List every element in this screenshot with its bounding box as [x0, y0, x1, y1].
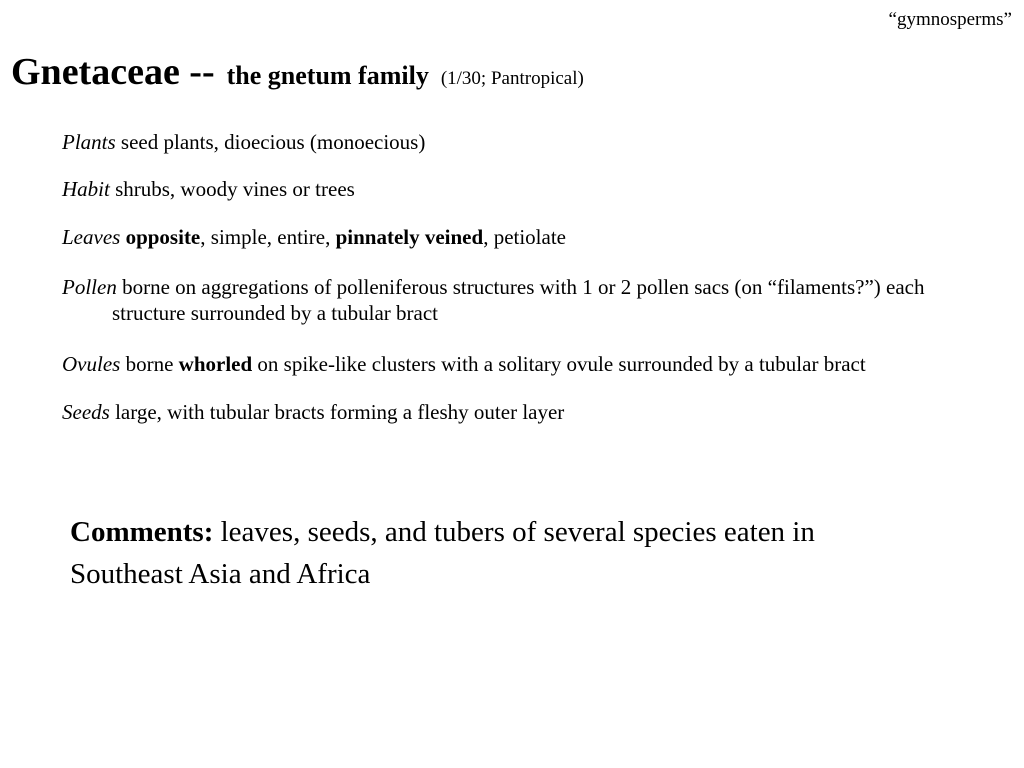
- comments-text: leaves, seeds, and tubers of several species eaten in Southeast Asia and Africa: [70, 516, 815, 590]
- group-tag: “gymnosperms”: [888, 9, 1012, 30]
- trait-label: Leaves: [62, 225, 121, 249]
- trait-label: Ovules: [62, 352, 121, 376]
- trait-leaves: [62, 224, 1002, 250]
- trait-label: Plants: [62, 130, 116, 154]
- trait-list: [62, 129, 1002, 425]
- trait-text: borne: [120, 352, 179, 376]
- comments-block: [70, 511, 860, 595]
- trait-bold: whorled: [178, 352, 253, 376]
- trait-bold: pinnately veined: [335, 225, 484, 249]
- family-common-name: the gnetum family: [226, 61, 429, 90]
- trait-seeds: [62, 399, 1002, 425]
- trait-habit: [62, 176, 1002, 202]
- trait-text: borne on aggregations of polleniferous structures with 1 or 2 pollen sacs (on “filaments?”) each structure surrounded by a tubular bract: [112, 275, 925, 325]
- trait-text: shrubs, woody vines or trees: [109, 177, 355, 201]
- trait-label: Habit: [62, 177, 110, 201]
- trait-plants: [62, 129, 1002, 155]
- family-name: Gnetaceae --: [11, 51, 215, 93]
- trait-ovules: [62, 351, 1002, 377]
- trait-label: Pollen: [62, 275, 117, 299]
- trait-label: Seeds: [62, 400, 110, 424]
- trait-text: seed plants, dioecious (monoecious): [115, 130, 426, 154]
- trait-text: on spike-like clusters with a solitary ovule surrounded by a tubular bract: [252, 352, 866, 376]
- trait-text: , simple, entire,: [200, 225, 336, 249]
- trait-bold: opposite: [125, 225, 201, 249]
- comments-label: Comments:: [70, 516, 214, 548]
- family-meta: (1/30; Pantropical): [440, 68, 584, 89]
- trait-text: large, with tubular bracts forming a fleshy outer layer: [109, 400, 565, 424]
- slide-title: [11, 50, 584, 94]
- trait-text: , petiolate: [483, 225, 566, 249]
- trait-pollen: [62, 274, 1002, 326]
